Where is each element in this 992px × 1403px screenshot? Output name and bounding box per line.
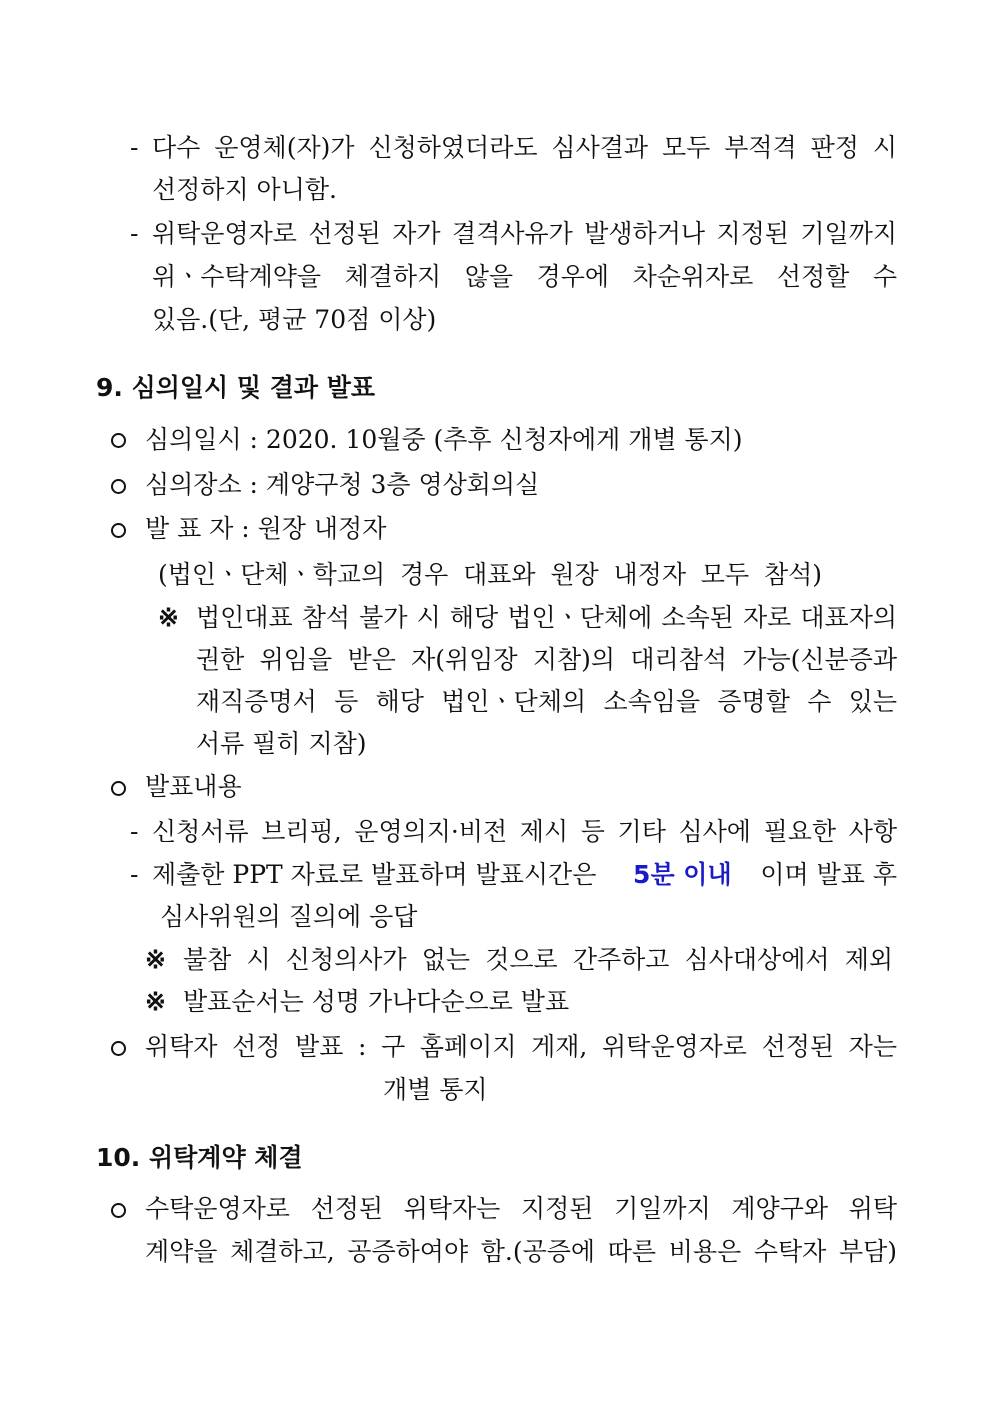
circle-bullet-icon: [111, 479, 126, 494]
paragraph-line: 위ㆍ수탁계약을 체결하지 않을 경우에 차순위자로 선정할 수: [152, 262, 897, 291]
circle-bullet-icon: [111, 1203, 126, 1218]
reference-mark-icon: ※: [158, 603, 179, 632]
review-date: 심의일시 : 2020. 10월중 (추후 신청자에게 개별 통지): [145, 425, 743, 454]
paragraph-line: 수탁운영자로 선정된 위탁자는 지정된 기일까지 계양구와 위탁: [145, 1194, 897, 1223]
paragraph-line: 재직증명서 등 해당 법인ㆍ단체의 소속임을 증명할 수 있는: [196, 687, 897, 716]
paragraph-line: 발표순서는 성명 가나다순으로 발표: [183, 987, 570, 1016]
section-heading: 9. 심의일시 및 결과 발표: [96, 373, 376, 402]
paragraph-line: 서류 필히 지참): [196, 729, 367, 758]
presenter-note: (법인ㆍ단체ㆍ학교의 경우 대표와 원장 내정자 모두 참석): [158, 560, 822, 589]
review-place: 심의장소 : 계양구청 3층 영상회의실: [145, 470, 540, 499]
circle-bullet-icon: [111, 781, 126, 796]
line-text-pre: 제출한 PPT 자료로 발표하며 발표시간은: [152, 860, 605, 889]
paragraph-line: [152, 855, 897, 895]
paragraph-line: 권한 위임을 받은 자(위임장 지참)의 대리참석 가능(신분증과: [196, 645, 897, 674]
reference-mark-icon: ※: [145, 987, 166, 1016]
presenter: 발 표 자 : 원장 내정자: [145, 514, 387, 543]
paragraph-line: 개별 통지: [383, 1075, 488, 1104]
paragraph-line: 있음.(단, 평균 70점 이상): [152, 305, 437, 334]
circle-bullet-icon: [111, 1041, 126, 1056]
paragraph-line: 불참 시 신청의사가 없는 것으로 간주하고 심사대상에서 제외: [183, 945, 893, 974]
circle-bullet-icon: [111, 433, 126, 448]
section-heading: 10. 위탁계약 체결: [96, 1143, 303, 1172]
dash-bullet: -: [130, 219, 139, 248]
circle-bullet-icon: [111, 523, 126, 538]
paragraph-line: 심사위원의 질의에 응답: [160, 902, 418, 931]
paragraph-line: 법인대표 참석 불가 시 해당 법인ㆍ단체에 소속된 자로 대표자의: [196, 603, 897, 632]
time-limit-highlight: 5분 이내: [633, 860, 732, 889]
reference-mark-icon: ※: [145, 945, 166, 974]
paragraph-line: 신청서류 브리핑, 운영의지·비전 제시 등 기타 심사에 필요한 사항: [152, 817, 897, 846]
dash-bullet: -: [130, 860, 139, 889]
paragraph-line: 다수 운영체(자)가 신청하였더라도 심사결과 모두 부적격 판정 시: [152, 133, 897, 162]
paragraph-line: 위탁운영자로 선정된 자가 결격사유가 발생하거나 지정된 기일까지: [152, 219, 897, 248]
line-text-post: 이며 발표 후: [760, 860, 897, 889]
content-label: 발표내용: [145, 772, 242, 801]
paragraph-line: 위탁자 선정 발표 : 구 홈페이지 게재, 위탁운영자로 선정된 자는: [145, 1032, 897, 1061]
paragraph-line: 선정하지 아니함.: [152, 175, 337, 204]
paragraph-line: 계약을 체결하고, 공증하여야 함.(공증에 따른 비용은 수탁자 부담): [145, 1237, 897, 1266]
dash-bullet: -: [130, 133, 139, 162]
dash-bullet: -: [130, 817, 139, 846]
